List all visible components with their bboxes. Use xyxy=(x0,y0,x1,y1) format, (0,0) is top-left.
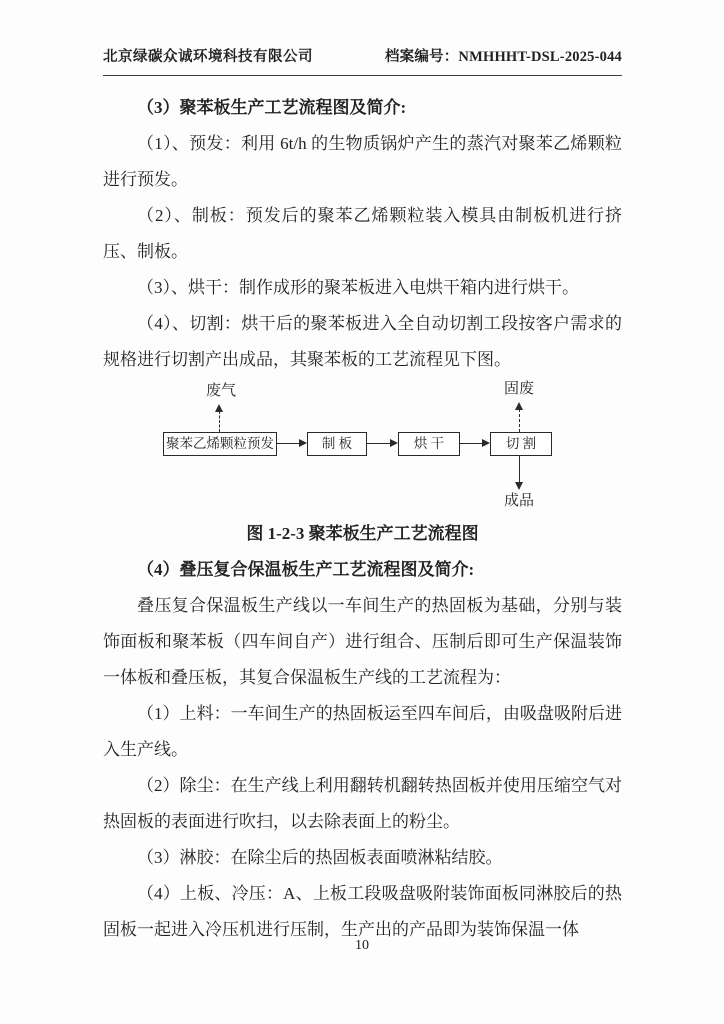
flow-line-product xyxy=(519,456,520,482)
product-label: 成品 xyxy=(503,493,534,509)
dashed-line-solid-waste xyxy=(519,409,520,432)
arrow-right-icon xyxy=(482,439,490,447)
arrow-right-icon xyxy=(390,439,398,447)
flow-line-3 xyxy=(460,443,482,444)
solid-waste-label: 固废 xyxy=(503,381,534,397)
process-box-board-making: 制 板 xyxy=(307,432,367,456)
waste-gas-label: 废气 xyxy=(205,383,236,399)
section-4-item-3: （3）淋胶：在除尘后的热固板表面喷淋粘结胶。 xyxy=(137,848,503,867)
arrow-right-icon xyxy=(299,439,307,447)
page-number: 10 xyxy=(355,938,369,953)
process-box-pre-expansion: 聚苯乙烯颗粒预发 xyxy=(163,432,277,456)
section-4-item-4: （4）上板、冷压：A、上板工段吸盘吸附装饰面板同淋胶后的热固板一起进入冷压机进行压制，生产出的产品即为装饰保温一体 xyxy=(103,884,622,939)
section-4-heading: （4）叠压复合保温板生产工艺流程图及简介: xyxy=(137,560,475,579)
document-body xyxy=(103,90,622,948)
section-3-heading: （3）聚苯板生产工艺流程图及简介: xyxy=(137,98,407,117)
section-4-item-2: （2）除尘：在生产线上利用翻转机翻转热固板并使用压缩空气对热固板的表面进行吹扫，以去除表面上的粉尘。 xyxy=(103,776,622,831)
company-name: 北京绿碳众诚环境科技有限公司 xyxy=(103,49,313,65)
section-4-item-1: （1）上料：一车间生产的热固板运至四车间后，由吸盘吸附后进入生产线。 xyxy=(103,704,622,759)
section-3-item-2: （2）、制板：预发后的聚苯乙烯颗粒装入模具由制板机进行挤压、制板。 xyxy=(103,206,622,261)
section-3-item-4: （4）、切割：烘干后的聚苯板进入全自动切割工段按客户需求的规格进行切割产出成品，其聚苯板的工艺流程见下图。 xyxy=(103,314,622,369)
page-header xyxy=(103,45,622,76)
archive-number-label: 档案编号： xyxy=(384,49,459,65)
process-box-drying: 烘 干 xyxy=(398,432,460,456)
flow-line-1 xyxy=(277,443,299,444)
process-flow-diagram xyxy=(103,380,622,512)
flow-line-2 xyxy=(367,443,390,444)
archive-number xyxy=(385,45,622,66)
process-box-cutting: 切 割 xyxy=(490,432,552,456)
arrow-down-icon xyxy=(515,482,523,490)
dashed-line-waste-gas xyxy=(219,411,220,432)
archive-number-value: NMHHHT-DSL-2025-044 xyxy=(458,49,622,65)
section-3-item-3: （3）、烘干：制作成形的聚苯板进入电烘干箱内进行烘干。 xyxy=(137,278,579,297)
section-4-intro: 叠压复合保温板生产线以一车间生产的热固板为基础，分别与装饰面板和聚苯板（四车间自产）进行组合、压制后即可生产保温装饰一体板和叠压板，其复合保温板生产线的工艺流程为： xyxy=(103,596,622,687)
figure-caption: 图 1-2-3 聚苯板生产工艺流程图 xyxy=(246,524,479,543)
section-3-item-1: （1）、预发：利用 6t/h 的生物质锅炉产生的蒸汽对聚苯乙烯颗粒进行预发。 xyxy=(103,134,622,189)
